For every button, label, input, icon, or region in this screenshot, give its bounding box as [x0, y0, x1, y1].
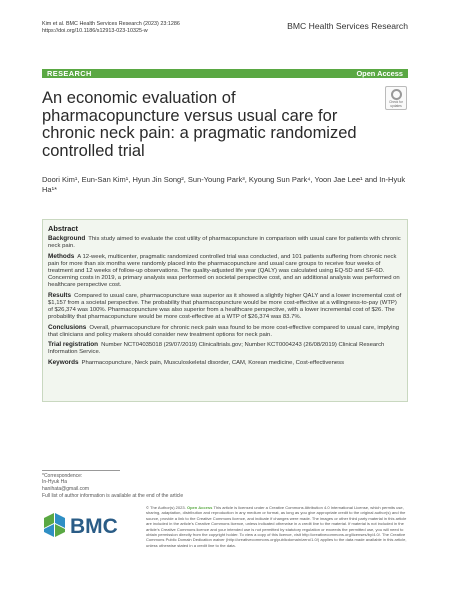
- abstract-keywords: [48, 359, 402, 367]
- abstract-trial-registration: [48, 341, 402, 356]
- license-text: [146, 505, 408, 548]
- check-for-updates-badge[interactable]: [385, 86, 407, 110]
- correspondence-name: In-Hyuk Ha: [42, 479, 68, 486]
- abstract-background: [48, 235, 402, 250]
- badge-text: Check for updates: [389, 100, 403, 108]
- article-type-label: RESEARCH: [47, 69, 92, 78]
- citation-line: Kim et al. BMC Health Services Research (2023) 23:1286: [42, 21, 180, 27]
- article-type-bar: [42, 69, 408, 78]
- license-body: This article is licensed under a Creative Commons Attribution 4.0 International License, which permits use, sharing, adaptation, distribution and reproduction in any medium or format, as long as you give appropriate credit to the original author(s) and the source, provide a link to the Creative Commons licence, and indicate if changes were made. The images or other third party material in this article are included in the article's Creative Commons licence, unless indicated otherwise in a credit line to the material. If material is not included in the article's Creative Commons licence and your intended use is not permitted by statutory regulation or exceeds the permitted use, you will need to obtain permission directly from the copyright holder. To view a copy of this licence, visit http://creativecommons.org/licenses/by/4.0/. The Creative Commons Public Domain Dedication waiver (http://creativecommons.org/publicdomain/zero/1.0/) applies to the data made available in this article, unless otherwise stated in a credit line to the data.: [146, 505, 407, 548]
- section-label: Keywords: [48, 358, 79, 366]
- open-access-label: Open Access: [356, 69, 403, 78]
- correspondence-block: [42, 470, 408, 499]
- citation: [42, 21, 180, 35]
- abstract-results: [48, 292, 402, 321]
- bmc-logo: [42, 510, 137, 540]
- section-label: Trial registration: [48, 341, 99, 349]
- abstract-heading: Abstract: [48, 224, 78, 233]
- page-footer: [42, 505, 408, 565]
- license-open-access: Open Access: [186, 505, 213, 510]
- doi-link[interactable]: https://doi.org/10.1186/s12913-023-10325-w: [42, 28, 148, 34]
- section-text: Compared to usual care, pharmacopuncture was superior as it showed a slightly higher QALY and a lower incremental cost of $1,157 from a societal perspective. The probability that pharmacopuncture would be more cost-effective at a willingness-to-pay (WTP) of $26,374 was 100%. Pharmacopuncture was also superior from a healthcare perspective, with a lower incremental cost of $26. The probability that pharmacopuncture would be more cost-effective at a WTP of $26,374 was 83.7%.: [48, 292, 402, 320]
- section-text: Pharmacopuncture, Neck pain, Musculoskeletal disorder, CAM, Korean medicine, Cost-effectiveness: [81, 359, 345, 366]
- logo-text: BMC: [70, 515, 118, 538]
- section-text: Number NCT04035018 (29/07/2019) Clinicaltrials.gov; Number KCT0004243 (26/08/2019) Clinical Research Information Service.: [48, 342, 385, 356]
- correspondence-label: *Correspondence:: [42, 472, 83, 479]
- abstract-box: [42, 219, 408, 402]
- section-label: Methods: [48, 252, 75, 260]
- author-list: Doori Kim¹, Eun-San Kim¹, Hyun Jin Song², Sun-Young Park³, Kyoung Sun Park⁴, Yoon Jae Lee¹ and In-Hyuk Ha¹*: [42, 175, 406, 194]
- section-text: A 12-week, multicenter, pragmatic randomized controlled trial was conducted, and 101 patients suffering from chronic neck pain for more than six months were randomly placed into the pharmacopuncture and usual care groups to receive four weeks of treatment and 12 weeks of follow-up observations. The quality-adjusted life year (QALY) was calculated using EQ-5D and SF-6D. Concerning costs in 2019, a primary analysis was performed on societal perspective cost, and an additional analysis was performed on healthcare perspective cost.: [48, 253, 400, 289]
- section-text: This study aimed to evaluate the cost utility of pharmacopuncture in comparison with usual care for patients with chronic neck pain.: [48, 236, 401, 250]
- article-title: An economic evaluation of pharmacopuncture versus usual care for chronic neck pain: a pragmatic randomized controlled trial: [42, 89, 357, 160]
- update-check-icon: [391, 89, 402, 100]
- section-label: Background: [48, 235, 86, 242]
- abstract-methods: [48, 253, 402, 289]
- divider: [42, 470, 120, 471]
- page-header: [42, 21, 408, 41]
- section-text: Overall, pharmacopuncture for chronic neck pain was found to be more cost-effective compared to usual care, implying that clinicians and policy makers should consider new treatment options for neck pain.: [48, 324, 399, 338]
- section-label: Conclusions: [48, 323, 87, 331]
- author-info-note: Full list of author information is available at the end of the article: [42, 492, 184, 499]
- license-lead: © The Author(s) 2023.: [146, 505, 186, 510]
- abstract-conclusions: [48, 324, 402, 339]
- correspondence-email[interactable]: hanihata@gmail.com: [42, 486, 90, 492]
- journal-name: BMC Health Services Research: [287, 21, 408, 31]
- section-label: Results: [48, 291, 72, 299]
